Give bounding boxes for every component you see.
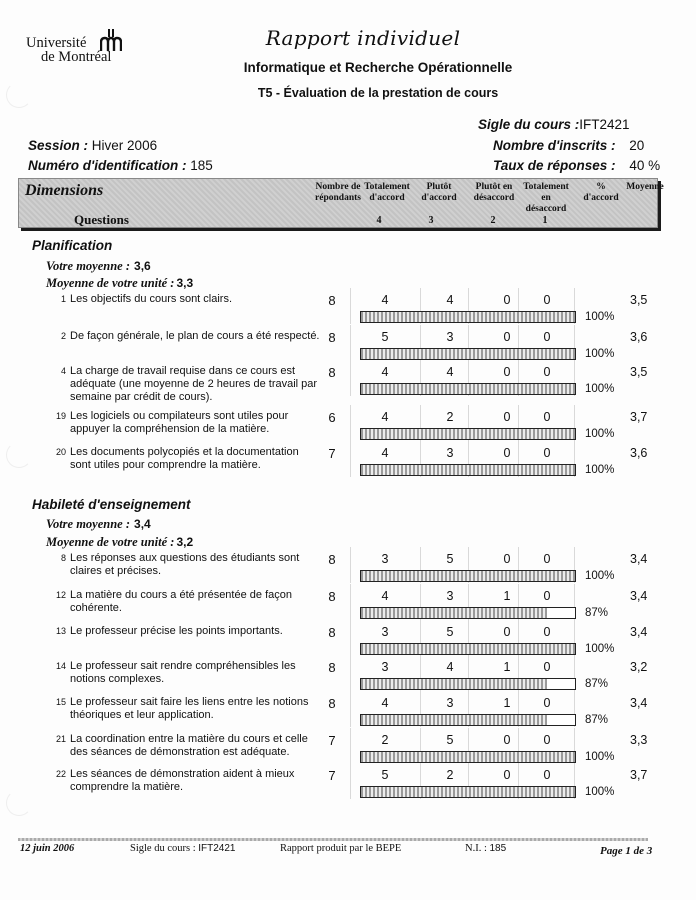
agreement-percent: 100%	[585, 464, 615, 476]
count-c3: 5	[446, 552, 454, 566]
count-c4: 3	[381, 625, 389, 639]
column-divider	[350, 691, 351, 727]
rate-label: Taux de réponses :	[493, 158, 616, 173]
count-c4: 5	[381, 330, 389, 344]
count-c4: 3	[381, 552, 389, 566]
id-value: 185	[190, 158, 213, 173]
count-c1: 0	[543, 446, 551, 460]
count-c4: 4	[381, 589, 389, 603]
agreement-bar	[360, 786, 576, 798]
question-number: 21	[55, 734, 66, 744]
question-text: La charge de travail requise dans ce cours est adéquate (une moyenne de 2 heures de travail par semaine par crédit de cours).	[70, 365, 318, 403]
punch-hole	[6, 82, 32, 108]
agreement-percent: 87%	[585, 607, 609, 619]
scale-1: 1	[542, 215, 548, 226]
count-c4: 4	[381, 696, 389, 710]
question-text: Les logiciels ou compilateurs sont utiles pour appuyer la compréhension de la matière.	[70, 410, 289, 435]
question-mean: 3,5	[630, 293, 648, 307]
your-average: Votre moyenne : 3,6	[46, 259, 151, 273]
agreement-bar	[360, 714, 576, 726]
agreement-bar-fill	[361, 715, 547, 725]
respondent-count: 8	[328, 589, 336, 604]
punch-hole	[6, 790, 32, 816]
column-divider	[350, 620, 351, 656]
agreement-bar-fill	[361, 679, 547, 689]
question-text: Le professeur sait faire les liens entre les notions théoriques et leur application.	[70, 696, 309, 721]
question-number: 2	[60, 331, 66, 341]
count-c1: 0	[543, 660, 551, 674]
column-divider	[350, 325, 351, 361]
question-number: 8	[60, 553, 66, 563]
footer-produced-by: Rapport produit par le BEPE	[280, 843, 402, 854]
agreement-percent: 100%	[585, 348, 615, 360]
question-text: Les séances de démonstration aident à mieux comprendre la matière.	[70, 768, 295, 793]
count-c2: 0	[503, 365, 511, 379]
agreement-percent: 100%	[585, 751, 615, 763]
col-rather-agree: Plutôt d'accord	[421, 182, 457, 203]
count-c1: 0	[543, 552, 551, 566]
unit-average: Moyenne de votre unité : 3,3	[46, 276, 194, 290]
question-text: La matière du cours a été présentée de façon cohérente.	[70, 589, 292, 614]
scale-2: 2	[490, 215, 496, 226]
agreement-bar	[360, 428, 576, 440]
column-divider	[350, 405, 351, 441]
agreement-bar-fill	[361, 465, 575, 475]
agreement-bar-fill	[361, 429, 575, 439]
course-value: IFT2421	[579, 117, 630, 132]
count-c3: 3	[446, 696, 454, 710]
id-info	[28, 158, 213, 173]
respondent-count: 7	[328, 446, 336, 461]
column-divider	[350, 728, 351, 764]
question-mean: 3,4	[630, 625, 648, 639]
punch-hole	[6, 442, 32, 468]
agreement-bar	[360, 751, 576, 763]
count-c3: 5	[446, 733, 454, 747]
agreement-bar	[360, 311, 576, 323]
dimensions-heading: Dimensions	[25, 182, 104, 199]
section-title: Habileté d'enseignement	[32, 497, 191, 512]
col-pct-agree: % d'accord	[583, 182, 619, 203]
count-c3: 4	[446, 660, 454, 674]
question-text: Les réponses aux questions des étudiants sont claires et précises.	[70, 552, 300, 577]
session-info	[28, 138, 157, 153]
respondent-count: 7	[328, 768, 336, 783]
course-info	[478, 117, 630, 132]
question-number: 14	[55, 661, 66, 671]
rate-info	[493, 158, 660, 173]
course-label: Sigle du cours :	[478, 117, 580, 132]
count-c3: 3	[446, 446, 454, 460]
respondent-count: 7	[328, 733, 336, 748]
count-c1: 0	[543, 733, 551, 747]
count-c3: 3	[446, 330, 454, 344]
agreement-percent: 100%	[585, 428, 615, 440]
question-number: 4	[60, 366, 66, 376]
count-c2: 0	[503, 293, 511, 307]
count-c1: 0	[543, 293, 551, 307]
agreement-percent: 100%	[585, 383, 615, 395]
question-mean: 3,6	[630, 446, 648, 460]
count-c2: 0	[503, 446, 511, 460]
agreement-bar	[360, 570, 576, 582]
agreement-percent: 87%	[585, 714, 609, 726]
agreement-bar-fill	[361, 644, 575, 654]
count-c2: 0	[503, 768, 511, 782]
session-value: Hiver 2006	[91, 138, 158, 153]
respondent-count: 8	[328, 293, 336, 308]
question-number: 1	[60, 294, 66, 304]
report-title: Rapport individuel	[265, 26, 461, 50]
count-c3: 5	[446, 625, 454, 639]
respondent-count: 8	[328, 660, 336, 675]
agreement-bar-fill	[361, 384, 575, 394]
question-number: 20	[55, 447, 66, 457]
footer-course: Sigle du cours : IFT2421	[130, 843, 236, 854]
table-header	[18, 178, 664, 228]
count-c2: 0	[503, 552, 511, 566]
question-text: Le professeur précise les points importants.	[70, 625, 283, 637]
agreement-bar-fill	[361, 312, 575, 322]
count-c2: 0	[503, 330, 511, 344]
question-number: 22	[55, 769, 66, 779]
count-c4: 5	[381, 768, 389, 782]
column-divider	[350, 547, 351, 583]
count-c3: 4	[446, 365, 454, 379]
agreement-bar-fill	[361, 349, 575, 359]
count-c2: 0	[503, 733, 511, 747]
question-mean: 3,5	[630, 365, 648, 379]
question-text: Les objectifs du cours sont clairs.	[70, 293, 233, 305]
enrolled-value: 20	[629, 138, 645, 153]
count-c3: 2	[446, 410, 454, 424]
question-mean: 3,2	[630, 660, 648, 674]
agreement-bar	[360, 643, 576, 655]
count-c2: 1	[503, 660, 511, 674]
agreement-percent: 100%	[585, 643, 615, 655]
col-totally-disagree: Totalement en désaccord	[523, 182, 569, 214]
agreement-bar-fill	[361, 752, 575, 762]
count-c1: 0	[543, 330, 551, 344]
question-mean: 3,3	[630, 733, 648, 747]
agreement-bar-fill	[361, 787, 575, 797]
questions-heading: Questions	[74, 212, 129, 227]
question-text: De façon générale, le plan de cours a été respecté.	[70, 330, 320, 342]
count-c4: 2	[381, 733, 389, 747]
count-c1: 0	[543, 365, 551, 379]
question-mean: 3,7	[630, 768, 648, 782]
session-label: Session :	[28, 138, 89, 153]
agreement-percent: 100%	[585, 786, 615, 798]
form-title: T5 - Évaluation de la prestation de cours	[257, 86, 499, 100]
id-label: Numéro d'identification :	[28, 158, 187, 173]
unit-average: Moyenne de votre unité : 3,2	[46, 535, 194, 549]
footer-page: Page 1 de 3	[600, 845, 653, 857]
question-number: 12	[55, 590, 66, 600]
respondent-count: 6	[328, 410, 336, 425]
count-c2: 1	[503, 696, 511, 710]
count-c2: 0	[503, 410, 511, 424]
respondent-count: 8	[328, 330, 336, 345]
respondent-count: 8	[328, 696, 336, 711]
count-c4: 4	[381, 410, 389, 424]
col-mean: Moyenne	[626, 182, 664, 192]
section-title: Planification	[32, 238, 113, 253]
agreement-percent: 100%	[585, 570, 615, 582]
column-divider	[350, 288, 351, 324]
count-c1: 0	[543, 410, 551, 424]
count-c1: 0	[543, 696, 551, 710]
column-divider	[350, 441, 351, 477]
question-mean: 3,4	[630, 589, 648, 603]
question-text: La coordination entre la matière du cours et celle des séances de démonstration est adéquate.	[70, 733, 308, 758]
count-c2: 0	[503, 625, 511, 639]
department-name: Informatique et Recherche Opérationnelle	[243, 60, 513, 75]
footer-ni: N.I. : 185	[465, 843, 507, 854]
enrolled-info	[493, 138, 644, 153]
rate-value: 40 %	[629, 158, 661, 173]
question-mean: 3,7	[630, 410, 648, 424]
count-c1: 0	[543, 589, 551, 603]
col-totally-agree: Totalement d'accord	[364, 182, 410, 203]
scale-4: 4	[376, 215, 382, 226]
col-rather-disagree: Plutôt en désaccord	[473, 182, 515, 203]
agreement-bar-fill	[361, 571, 575, 581]
respondent-count: 8	[328, 625, 336, 640]
question-text: Le professeur sait rendre compréhensibles les notions complexes.	[70, 660, 296, 685]
scale-3: 3	[428, 215, 434, 226]
col-respondents: Nombre de répondants	[315, 182, 361, 203]
respondent-count: 8	[328, 552, 336, 567]
count-c3: 4	[446, 293, 454, 307]
your-average: Votre moyenne : 3,4	[46, 517, 151, 531]
column-divider	[350, 584, 351, 620]
count-c4: 4	[381, 365, 389, 379]
count-c2: 1	[503, 589, 511, 603]
respondent-count: 8	[328, 365, 336, 380]
question-number: 15	[55, 697, 66, 707]
count-c3: 2	[446, 768, 454, 782]
agreement-bar-fill	[361, 608, 547, 618]
question-mean: 3,6	[630, 330, 648, 344]
count-c3: 3	[446, 589, 454, 603]
count-c1: 0	[543, 625, 551, 639]
column-divider	[350, 360, 351, 396]
column-divider	[350, 763, 351, 799]
question-text: Les documents polycopiés et la documentation sont utiles pour comprendre la matière.	[70, 446, 299, 471]
question-number: 13	[55, 626, 66, 636]
column-divider	[350, 655, 351, 691]
agreement-bar	[360, 348, 576, 360]
agreement-bar	[360, 607, 576, 619]
count-c4: 4	[381, 446, 389, 460]
logo-line1: Université	[26, 35, 87, 51]
count-c4: 3	[381, 660, 389, 674]
enrolled-label: Nombre d'inscrits :	[493, 138, 616, 153]
question-number: 19	[55, 411, 66, 421]
agreement-bar	[360, 383, 576, 395]
count-c4: 4	[381, 293, 389, 307]
agreement-percent: 100%	[585, 311, 615, 323]
agreement-bar	[360, 678, 576, 690]
footer-date: 12 juin 2006	[20, 843, 75, 854]
question-mean: 3,4	[630, 552, 648, 566]
agreement-percent: 87%	[585, 678, 609, 690]
logo-line2: de Montréal	[41, 49, 112, 65]
agreement-bar	[360, 464, 576, 476]
count-c1: 0	[543, 768, 551, 782]
footer-divider	[18, 838, 648, 841]
question-mean: 3,4	[630, 696, 648, 710]
